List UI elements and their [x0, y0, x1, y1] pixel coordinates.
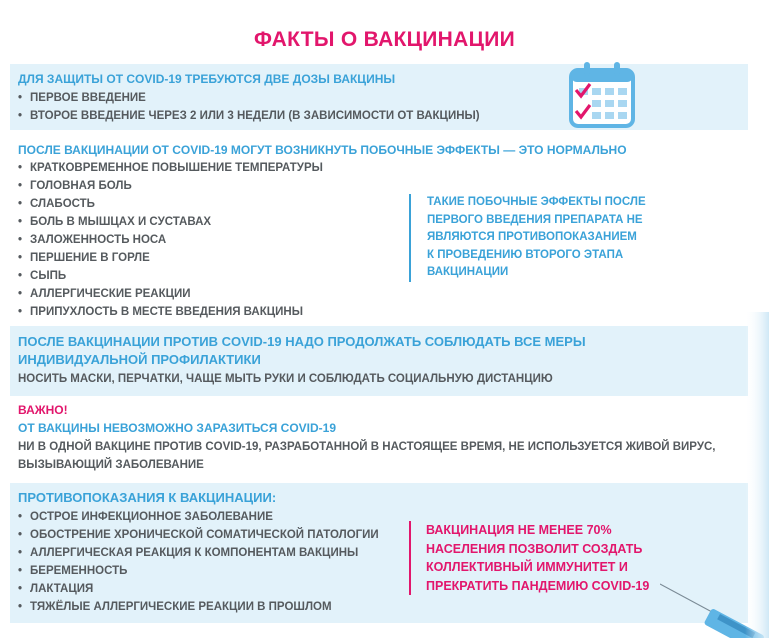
note-line: ВАКЦИНАЦИЯ НЕ МЕНЕЕ 70%	[426, 523, 612, 537]
note-line: К ПРОВЕДЕНИЮ ВТОРОГО ЭТАПА	[427, 248, 624, 261]
section-side-effects-heading: ПОСЛЕ ВАКЦИНАЦИИ ОТ COVID-19 МОГУТ ВОЗНИКНУТЬ ПОБОЧНЫЕ ЭФФЕКТЫ — ЭТО НОРМАЛЬНО	[18, 143, 627, 157]
list-item: • ЛАКТАЦИЯ	[18, 583, 93, 595]
page-title: ФАКТЫ О ВАКЦИНАЦИИ	[253, 28, 516, 51]
list-item: • ПРИПУХЛОСТЬ В МЕСТЕ ВВЕДЕНИЯ ВАКЦИНЫ	[18, 306, 303, 318]
section-prevention-heading-1: ПОСЛЕ ВАКЦИНАЦИИ ПРОТИВ COVID-19 НАДО ПРОДОЛЖАТЬ СОБЛЮДАТЬ ВСЕ МЕРЫ	[18, 334, 586, 349]
list-item: • АЛЛЕРГИЧЕСКАЯ РЕАКЦИЯ К КОМПОНЕНТАМ ВАКЦИНЫ	[18, 547, 358, 559]
note-line: ЯВЛЯЮТСЯ ПРОТИВОПОКАЗАНИЕМ	[427, 231, 637, 243]
herd-immunity-note	[409, 521, 649, 595]
list-item: • ПЕРВОЕ ВВЕДЕНИЕ	[18, 92, 146, 104]
note-line: НАСЕЛЕНИЯ ПОЗВОЛИТ СОЗДАТЬ	[426, 541, 643, 556]
note-line: ПЕРВОГО ВВЕДЕНИЯ ПРЕПАРАТА НЕ	[427, 213, 643, 226]
list-item: • ЗАЛОЖЕННОСТЬ НОСА	[18, 234, 166, 246]
section-no-infection-text-2: ВЫЗЫВАЮЩИЙ ЗАБОЛЕВАНИЕ	[18, 459, 204, 471]
side-effects-note	[409, 194, 646, 282]
list-item: • БОЛЬ В МЫШЦАХ И СУСТАВАХ	[18, 216, 211, 228]
note-line: ПРЕКРАТИТЬ ПАНДЕМИЮ COVID-19	[426, 578, 650, 593]
list-item: • ВТОРОЕ ВВЕДЕНИЕ ЧЕРЕЗ 2 ИЛИ 3 НЕДЕЛИ (В ЗАВИСИМОСТИ ОТ ВАКЦИНЫ)	[18, 110, 480, 122]
decorative-edge	[745, 312, 769, 638]
list-item: • СЫПЬ	[18, 270, 66, 282]
important-label: ВАЖНО!	[18, 403, 68, 417]
section-prevention-heading-2: ИНДИВИДУАЛЬНОЙ ПРОФИЛАКТИКИ	[18, 352, 261, 367]
list-item: • ПЕРШЕНИЕ В ГОРЛЕ	[18, 252, 150, 264]
section-no-infection-heading: ОТ ВАКЦИНЫ НЕВОЗМОЖНО ЗАРАЗИТЬСЯ COVID-19	[18, 421, 337, 435]
list-item: • ОСТРОЕ ИНФЕКЦИОННОЕ ЗАБОЛЕВАНИЕ	[18, 511, 273, 523]
section-contraindications-heading: ПРОТИВОПОКАЗАНИЯ К ВАКЦИНАЦИИ:	[18, 490, 277, 505]
note-line: ТАКИЕ ПОБОЧНЫЕ ЭФФЕКТЫ ПОСЛЕ	[427, 196, 646, 208]
section-no-infection-text-1: НИ В ОДНОЙ ВАКЦИНЕ ПРОТИВ COVID-19, РАЗРАБОТАННОЙ В НАСТОЯЩЕЕ ВРЕМЯ, НЕ ИСПОЛЬЗУЕТСЯ ЖИВОЙ ВИРУС,	[18, 441, 716, 453]
list-item: • АЛЛЕРГИЧЕСКИЕ РЕАКЦИИ	[18, 288, 191, 300]
list-item: • ОБОСТРЕНИЕ ХРОНИЧЕСКОЙ СОМАТИЧЕСКОЙ ПАТОЛОГИИ	[18, 529, 379, 541]
list-item: • КРАТКОВРЕМЕННОЕ ПОВЫШЕНИЕ ТЕМПЕРАТУРЫ	[18, 162, 323, 174]
list-item: • ГОЛОВНАЯ БОЛЬ	[18, 180, 132, 192]
calendar-icon	[567, 60, 637, 130]
list-item: • ТЯЖЁЛЫЕ АЛЛЕРГИЧЕСКИЕ РЕАКЦИИ В ПРОШЛОМ	[18, 601, 332, 613]
note-line: ВАКЦИНАЦИИ	[427, 266, 509, 278]
note-line: КОЛЛЕКТИВНЫЙ ИММУНИТЕТ И	[426, 560, 628, 574]
section-two-doses-heading: ДЛЯ ЗАЩИТЫ ОТ COVID-19 ТРЕБУЮТСЯ ДВЕ ДОЗЫ ВАКЦИНЫ	[18, 72, 396, 86]
section-prevention-text: НОСИТЬ МАСКИ, ПЕРЧАТКИ, ЧАЩЕ МЫТЬ РУКИ И СОБЛЮДАТЬ СОЦИАЛЬНУЮ ДИСТАНЦИЮ	[18, 373, 553, 385]
list-item: • БЕРЕМЕННОСТЬ	[18, 565, 127, 577]
list-item: • СЛАБОСТЬ	[18, 198, 95, 210]
